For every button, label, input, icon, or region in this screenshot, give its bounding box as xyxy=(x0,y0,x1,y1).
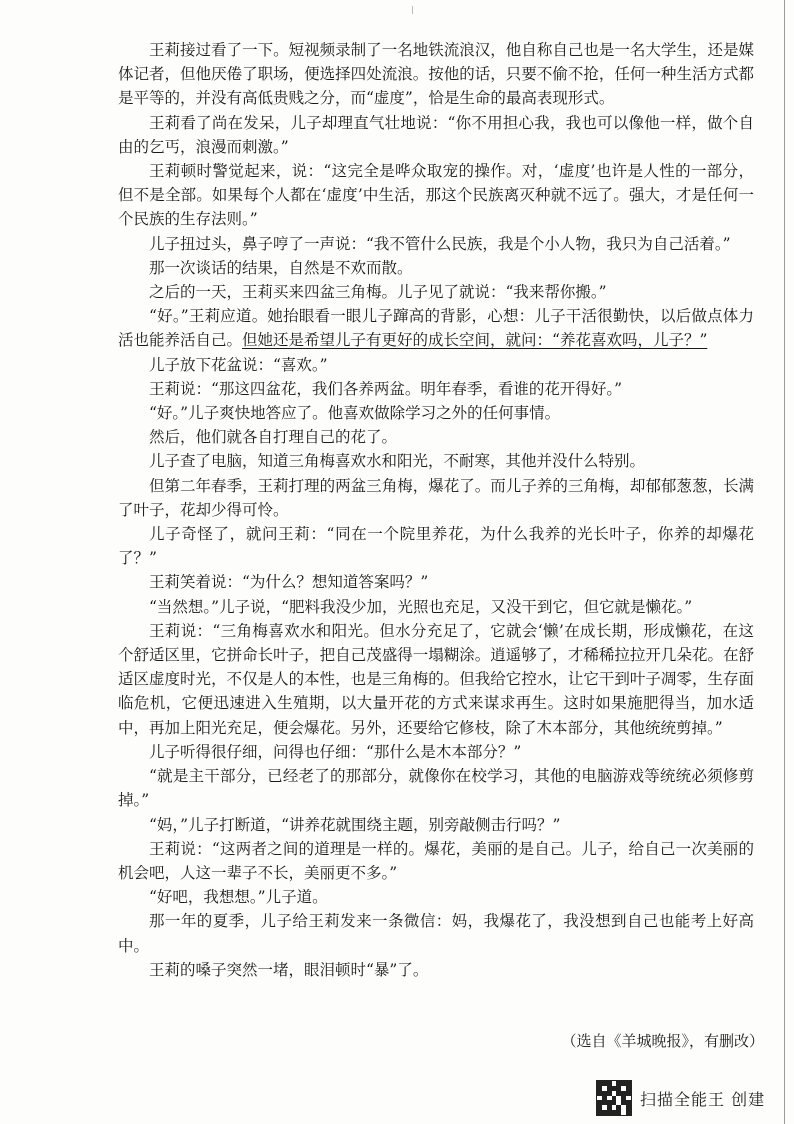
paragraph-7 xyxy=(118,304,754,352)
paragraph-22: “好吧，我想想。”儿子道。 xyxy=(149,888,328,907)
watermark-text: 扫描全能王 创建 xyxy=(640,1089,766,1109)
paragraph-24: 王莉的嗓子突然一堵，眼泪顿时“暴”了。 xyxy=(149,960,429,979)
page-edge-line xyxy=(784,0,785,1124)
paragraph-10: “好。”儿子爽快地答应了。他喜欢做除学习之外的任何事情。 xyxy=(149,404,561,423)
underlined-sentence: 但她还是希望儿子有更好的成长空间，就问：“养花喜欢吗，儿子？” xyxy=(242,331,708,350)
source-citation: （选自《羊城晚报》，有删改） xyxy=(561,1032,764,1050)
paragraph-17: 王莉说：“三角梅喜欢水和阳光。但水分充足了，它就会‘懒’在成长期，形成懒花，在这个舒适区里，它拼命长叶子，把自己茂盛得一塌糊涂。逍遥够了，才稀稀拉拉开几朵花。在舒适区虚度时光，不仅是人的本性，也是三角梅的。但我给它控水，让它干到叶子凋零，生存面临危机，它便迅速进入生殖期，以大量开花的方式来谋求再生。这时如果施肥得当，加水适中，再加上阳光充足，便会爆花。另外，还要给它修枝，除了木本部分，其他统统剪掉。” xyxy=(118,621,754,737)
scanner-watermark xyxy=(596,1080,765,1116)
paragraph-12: 儿子查了电脑，知道三角梅喜欢水和阳光，不耐寒，其他并没什么特别。 xyxy=(149,452,646,471)
paragraph-2: 王莉看了尚在发呆，儿子却理直气壮地说：“你不用担心我，我也可以像他一样，做个自由的乞丐，浪漫而刺激。” xyxy=(118,113,754,156)
article-body xyxy=(118,38,754,982)
qr-code-icon xyxy=(596,1080,632,1116)
paragraph-23: 那一年的夏季，儿子给王莉发来一条微信：妈，我爆花了，我没想到自己也能考上好高中。 xyxy=(118,912,754,955)
paragraph-20: “妈，”儿子打断道，“讲养花就围绕主题，别旁敲侧击行吗？” xyxy=(149,815,561,834)
paragraph-1: 王莉接过看了一下。短视频录制了一名地铁流浪汉，他自称自己也是一名大学生，还是媒体记者，但他厌倦了职场，便选择四处流浪。按他的话，只要不偷不抢，任何一种生活方式都是平等的，并没有高低贵贱之分，而“虚度”，恰是生命的最高表现形式。 xyxy=(118,41,754,108)
paragraph-8: 儿子放下花盆说：“喜欢。” xyxy=(149,355,328,374)
paragraph-9: 王莉说：“那这四盆花，我们各养两盆。明年春季，看谁的花开得好。” xyxy=(149,379,623,398)
paragraph-18: 儿子听得很仔细，问得也仔细：“那什么是木本部分？” xyxy=(149,742,522,761)
paragraph-14: 儿子奇怪了，就问王莉：“同在一个院里养花，为什么我养的光长叶子，你养的却爆花了？” xyxy=(118,525,754,568)
paragraph-13: 但第二年春季，王莉打理的两盆三角梅，爆花了。而儿子养的三角梅，却郁郁葱葱，长满了叶子，花却少得可怜。 xyxy=(118,476,754,519)
paragraph-5: 那一次谈话的结果，自然是不欢而散。 xyxy=(149,258,413,277)
paragraph-15: 王莉笑着说：“为什么？想知道答案吗？” xyxy=(149,573,429,592)
paragraph-21: 王莉说：“这两者之间的道理是一样的。爆花，美丽的是自己。儿子，给自己一次美丽的机会吧，人这一辈子不长，美丽更不多。” xyxy=(118,839,754,882)
paragraph-16: “当然想。”儿子说，“肥料我没少加，光照也充足，又没干到它，但它就是懒花。” xyxy=(149,597,693,616)
paragraph-7-text: “好。”王莉应道。她抬眼看一眼儿子蹿高的背影，心想：儿子干活很勤快，以后做点体力活也能养活自己。 xyxy=(118,307,754,350)
scan-mark xyxy=(412,6,417,14)
paragraph-4: 儿子扭过头，鼻子哼了一声说：“我不管什么民族，我是个小人物，我只为自己活着。” xyxy=(149,234,731,253)
paragraph-11: 然后，他们就各自打理自己的花了。 xyxy=(149,428,398,447)
paragraph-3: 王莉顿时警觉起来，说：“这完全是哗众取宠的操作。对，‘虚度’也许是人性的一部分，但不是全部。如果每个人都在‘虚度’中生活，那这个民族离灭种就不远了。强大，才是任何一个民族的生存法则。” xyxy=(118,162,754,229)
paragraph-6: 之后的一天，王莉买来四盆三角梅。儿子见了就说：“我来帮你搬。” xyxy=(149,283,607,302)
paragraph-19: “就是主干部分，已经老了的那部分，就像你在校学习，其他的电脑游戏等统统必须修剪掉。” xyxy=(118,767,754,810)
